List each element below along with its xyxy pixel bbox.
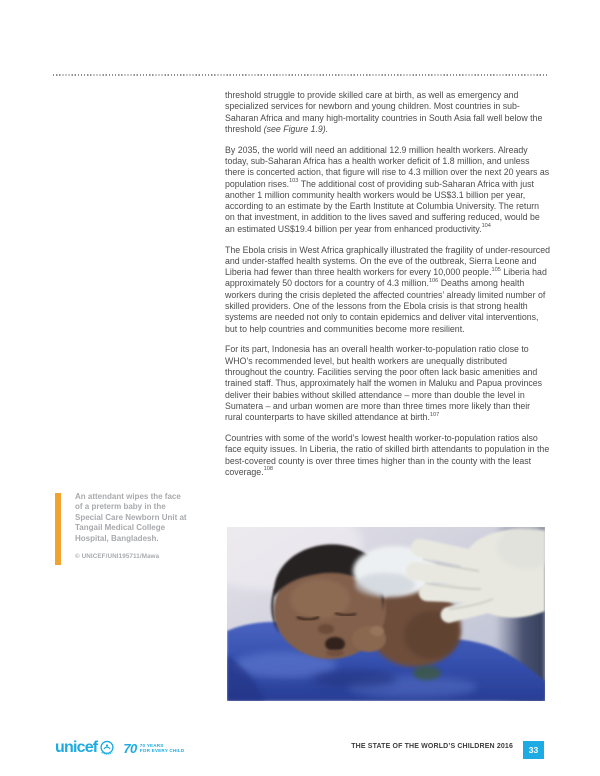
body-text xyxy=(225,90,550,488)
badge-70-text xyxy=(140,743,185,754)
paragraph: Countries with some of the world’s lowest health worker-to-population ratios also face equity issues. In Liberia, the ratio of skilled birth attendants to population in the best-covered county is over three times higher than in the county with the least coverage.$^{108}$ xyxy=(225,433,550,477)
badge-70-line2: FOR EVERY CHILD xyxy=(139,748,185,753)
photo-newborn-baby xyxy=(227,527,545,701)
paragraph: For its part, Indonesia has an overall health worker-to-population ratio close to WHO’s recommended level, but health workers are unequally distributed throughout the country. Facilities serving the poor often lack basic amenities and trained staff. Thus, approximately half the women in Maluku and Papua provinces deliver their babies without skilled attendance – more than double the level in Sumatera – and urban women are more than three times more likely than their rural counterparts to have skilled attendance at birth.$^{107}$ xyxy=(225,344,543,423)
badge-70-number: 70 xyxy=(123,740,137,756)
dotted-divider xyxy=(53,74,548,76)
photo-caption-block xyxy=(55,492,191,560)
photo-illustration xyxy=(227,527,545,701)
unicef-70-years-badge xyxy=(123,742,184,755)
unicef-wordmark: unicef xyxy=(55,739,98,756)
badge-70-line1: 70 YEARS xyxy=(139,742,164,748)
unicef-globe-icon xyxy=(99,740,115,756)
unicef-logo xyxy=(55,738,184,758)
paragraph: threshold struggle to provide skilled care at birth, as well as emergency and specialized services for newborn and young children. Most countries in sub-Saharan Africa and many high-mortality countries in South Asia fall well below the threshold (see Figure 1.9). xyxy=(225,90,543,134)
page-number-badge: 33 xyxy=(523,741,544,759)
photo-credit: © UNICEF/UNI195711/Mawa xyxy=(75,553,160,561)
photo-caption: An attendant wipes the face of a preterm baby in the Special Care Newborn Unit at Tangail Medical College Hospital, Bangladesh. xyxy=(75,492,187,543)
report-title: THE STATE OF THE WORLD’S CHILDREN 2016 xyxy=(351,743,513,750)
caption-accent-bar xyxy=(55,493,61,565)
paragraph: By 2035, the world will need an additional 12.9 million health workers. Already today, sub-Saharan Africa has a health worker deficit of 1.8 million, and unless there is concerted action, that figure will rise to 4.3 million over the next 20 years as population rises.$^{103}$ The additional cost of providing sub-Saharan Africa with just another 1 million community health workers would be US$3.1 billion per year, according to an estimate by the Earth Institute at Columbia University. The return on that investment, in addition to the lives saved and suffering reduced, would be an estimated US$19.4 billion per year from enhanced productivity.$^{104}$ xyxy=(225,144,550,234)
paragraph: The Ebola crisis in West Africa graphically illustrated the fragility of under-resourced and under-staffed health systems. On the eve of the outbreak, Sierra Leone and Liberia had fewer than three health workers for every 10,000 people.$^{105}$ Liberia had approximately 50 doctors for a country of 4.3 million.$^{106}$ Deaths among health workers during the crisis depleted the affected countries’ already limited number of skilled providers. One of the lessons from the Ebola crisis is that strong health systems are needed not only to contain epidemics and deliver vital interventions, but to help countries and communities become more resilient. xyxy=(225,244,550,334)
